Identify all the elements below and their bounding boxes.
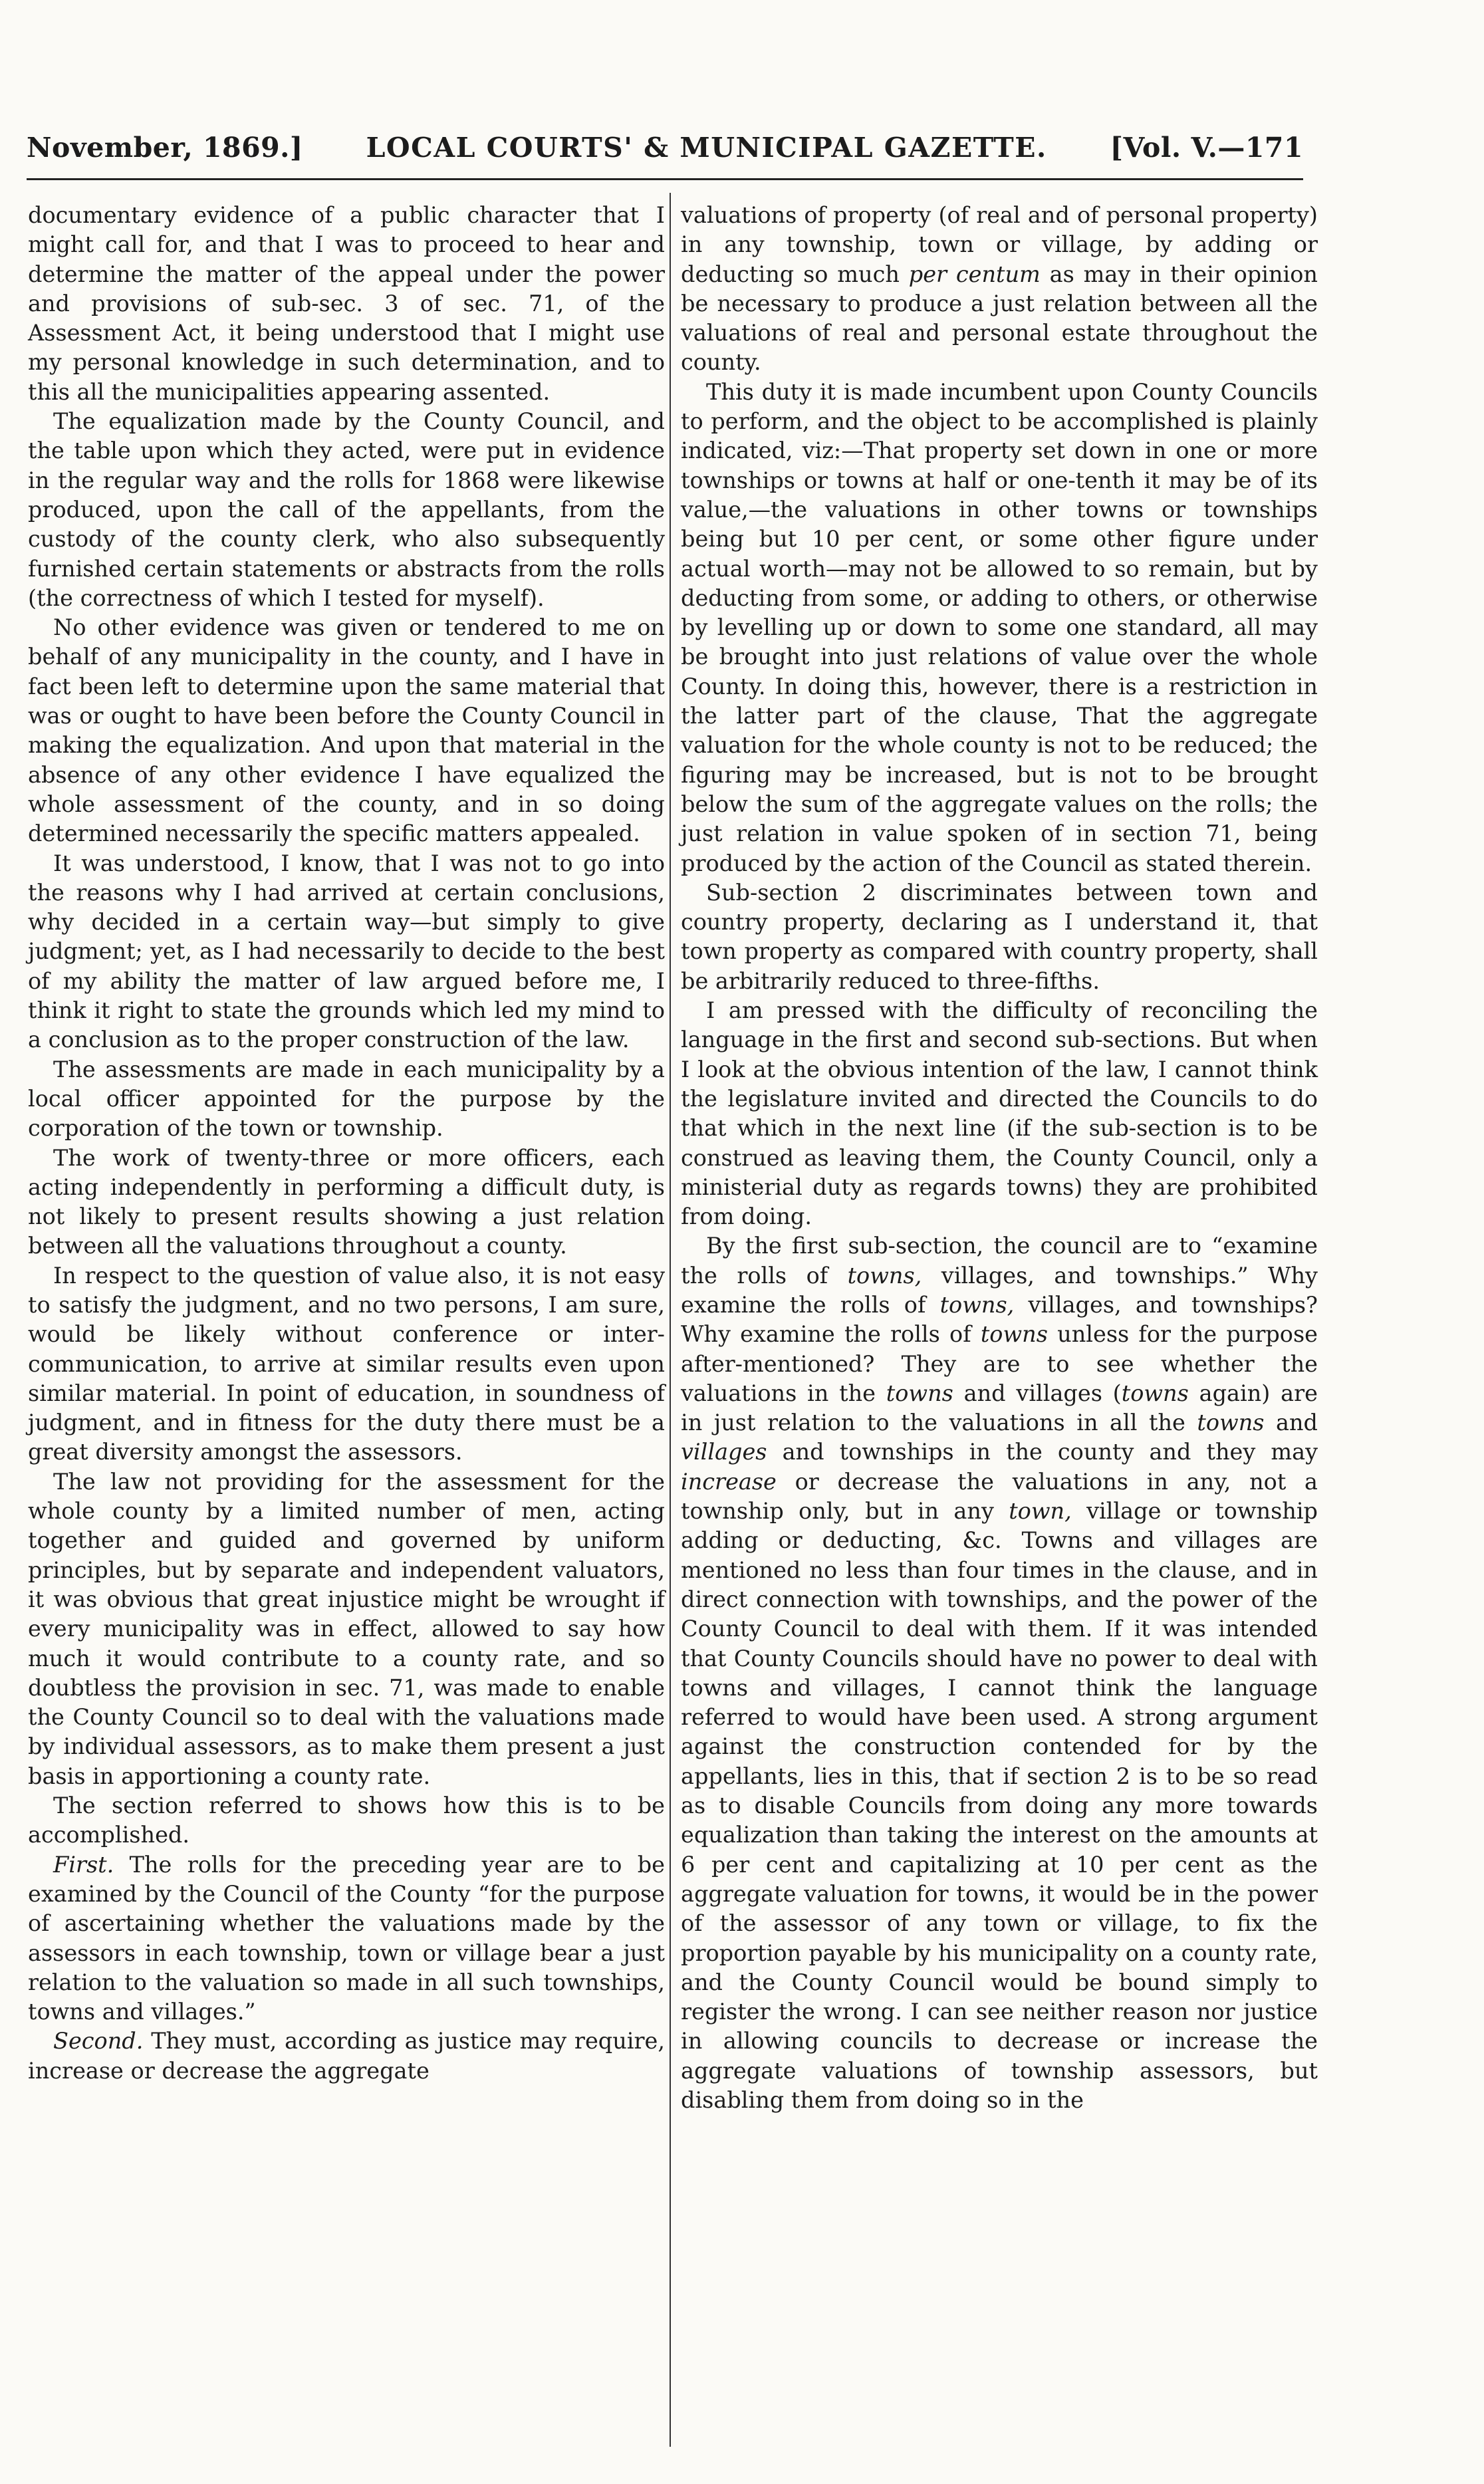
italic-run: towns, (939, 1291, 1015, 1318)
italic-run: towns (980, 1321, 1048, 1348)
header-volume: [Vol. V.—171 (1110, 132, 1303, 164)
italic-run: towns (886, 1380, 953, 1406)
label-second: Second. (53, 2028, 144, 2054)
header-rule (27, 178, 1303, 180)
text-run: or decrease the valuations in any, not a township only, but in any (681, 1468, 1318, 1525)
paragraph-second (28, 2027, 665, 2086)
text-run: By the first sub-section, the council are to “examine the rolls of (681, 1233, 1318, 1289)
paragraph (681, 201, 1318, 378)
right-column (681, 201, 1318, 2115)
italic-run: towns (1197, 1410, 1265, 1436)
text-run: unless for the purpose after-mentioned? They are to see whether the valuations in the (681, 1321, 1318, 1406)
text-run: villages, and townships? Why examine the rolls of (681, 1291, 1318, 1348)
text-run: and (1276, 1410, 1318, 1436)
text-run: again) are in just relation to the valuations in all the (681, 1380, 1318, 1436)
header-publication: LOCAL COURTS' & MUNICIPAL GAZETTE. (366, 132, 1047, 164)
paragraph: It was understood, I know, that I was not to go into the reasons why I had arrived at certain conclusions, why decided in a certain way—but simply to give judgment; yet, as I had necessarily to decide to the best of my ability the matter of law argued before me, I think it right to state the grounds which led my mind to a conclusion as to the proper construction of the law. (28, 850, 665, 1053)
text-run: village or township adding or deducting, &c. Towns and villages are mentioned no less than four times in the clause, and in direct connection with townships, and the power of the County Council to deal with them. If it was intended that County Councils should have no power to deal with towns and villages, I cannot think the language referred to would have been used. A strong argument against the construction contended for by the appellants, lies in this, that if section 2 is to be so read as to disable Councils from doing any more towards equalization than taking the interest on the amounts at 6 per cent and capitalizing at 10 per cent as the aggregate valuation for towns, it would be in the power of the assessor of any town or village, to fix the proportion payable by his municipality on a county rate, and the County Council would be bound simply to register the wrong. I can see neither reason nor justice in allowing councils to decrease or increase the aggregate valuations of township assessors, but disabling them from doing so in the (681, 1498, 1318, 2113)
paragraph: The section referred to shows how this is to be accomplished. (28, 1793, 665, 1848)
paragraph-first (28, 1850, 665, 2027)
paragraph: No other evidence was given or tendered to me on behalf of any municipality in the county, and I have in fact been left to determine upon the same material that was or ought to have been before the County Council in making the equalization. And upon that material in the absence of any other evidence I have equalized the whole assessment of the county, and in so doing determined necessarily the specific matters appealed. (28, 614, 665, 847)
text-second: They must, according as justice may require, increase or decrease the aggregate (28, 2028, 665, 2084)
paragraph: The assessments are made in each municipality by a local officer appointed for the purpose by the corporation of the town or township. (28, 1056, 665, 1142)
paragraph: The equalization made by the County Council, and the table upon which they acted, were put in evidence in the regular way and the rolls for 1868 were likewise produced, upon the call of the appellants, from the custody of the county clerk, who also subsequently furnished certain statements or abstracts from the rolls (the correctness of which I tested for myself). (28, 408, 665, 611)
paragraph: In respect to the question of value also, it is not easy to satisfy the judgment, and no two persons, I am sure, would be likely without conference or inter-communication, to arrive at similar results even upon similar material. In point of education, in soundness of judgment, and in fitness for the duty there must be a great diversity amongst the assessors. (28, 1262, 665, 1465)
text-run: and villages ( (963, 1380, 1122, 1406)
text-run: as may in their opinion be necessary to produce a just relation between all the valuations of real and personal estate throughout the county. (681, 261, 1318, 376)
paragraph: Sub-section 2 discriminates between town and country property, declaring as I understand it, that town property as compared with country property, shall be arbitrarily reduced to three-fifths. (681, 879, 1318, 994)
text-run: valuations of property (of real and of personal property) in any township, town or village, by adding or deducting so much (681, 202, 1318, 287)
text-run: villages, and townships.” Why examine the rolls of (681, 1262, 1318, 1318)
paragraph: This duty it is made incumbent upon County Councils to perform, and the object to be accomplished is plainly indicated, viz:—That property set down in one or more townships or towns at half or one-tenth it may be of its value,—the valuations in other towns or townships being but 10 per cent, or some other figure under actual worth—may not be allowed to so remain, but by deducting from some, or adding to others, or otherwise by levelling up or down to some one standard, all may be brought into just relations of value over the whole County. In doing this, however, there is a restriction in the latter part of the clause, That the aggregate valuation for the whole county is not to be reduced; the figuring may be increased, but is not to be brought below the sum of the aggregate values on the rolls; the just relation in value spoken of in section 71, being produced by the action of the Council as stated therein. (681, 378, 1318, 876)
paragraph: I am pressed with the difficulty of reconciling the language in the first and second sub-sections. But when I look at the obvious intention of the law, I cannot think the legislature invited and directed the Councils to do that which in the next line (if the sub-section is to be construed as leaving them, the County Council, only a ministerial duty as regards towns) they are prohibited from doing. (681, 997, 1318, 1230)
italic-run: increase (681, 1468, 777, 1495)
italic-run: town, (1009, 1498, 1072, 1525)
label-first: First. (53, 1851, 114, 1878)
text-run: and townships in the county and they may (782, 1439, 1318, 1465)
italic-run: towns, (847, 1262, 922, 1289)
text-first: The rolls for the preceding year are to be examined by the Council of the County “for the purpose of ascertaining whether the valuations made by the assessors in each township, town or village bear a just relation to the valuation so made in all such townships, towns and villages.” (28, 1851, 665, 2025)
column-divider (670, 193, 671, 2447)
page-header (27, 117, 1303, 164)
paragraph: The law not providing for the assessment for the whole county by a limited number of men, acting together and guided and governed by uniform principles, but by separate and independent valuators, it was obvious that great injustice might be wrought if every municipality was in effect, allowed to say how much it would contribute to a county rate, and so doubtless the provision in sec. 71, was made to enable the County Council so to deal with the valuations made by individual assessors, as to make them present a just basis in apportioning a county rate. (28, 1468, 665, 1789)
paragraph: documentary evidence of a public character that I might call for, and that I was to proceed to hear and determine the matter of the appeal under the power and provisions of sub-sec. 3 of sec. 71, of the Assessment Act, it being understood that I might use my personal knowledge in such determination, and to this all the municipalities appearing assented. (28, 202, 665, 405)
italic-run: towns (1121, 1380, 1189, 1406)
italic-run: villages (681, 1439, 767, 1465)
italic-run: per centum (908, 261, 1041, 287)
header-date: November, 1869.] (27, 132, 303, 164)
paragraph (681, 1231, 1318, 2115)
left-column (28, 201, 665, 2086)
paragraph: The work of twenty-three or more officers, each acting independently in performing a difficult duty, is not likely to present results showing a just relation between all the valuations throughout a county. (28, 1144, 665, 1259)
